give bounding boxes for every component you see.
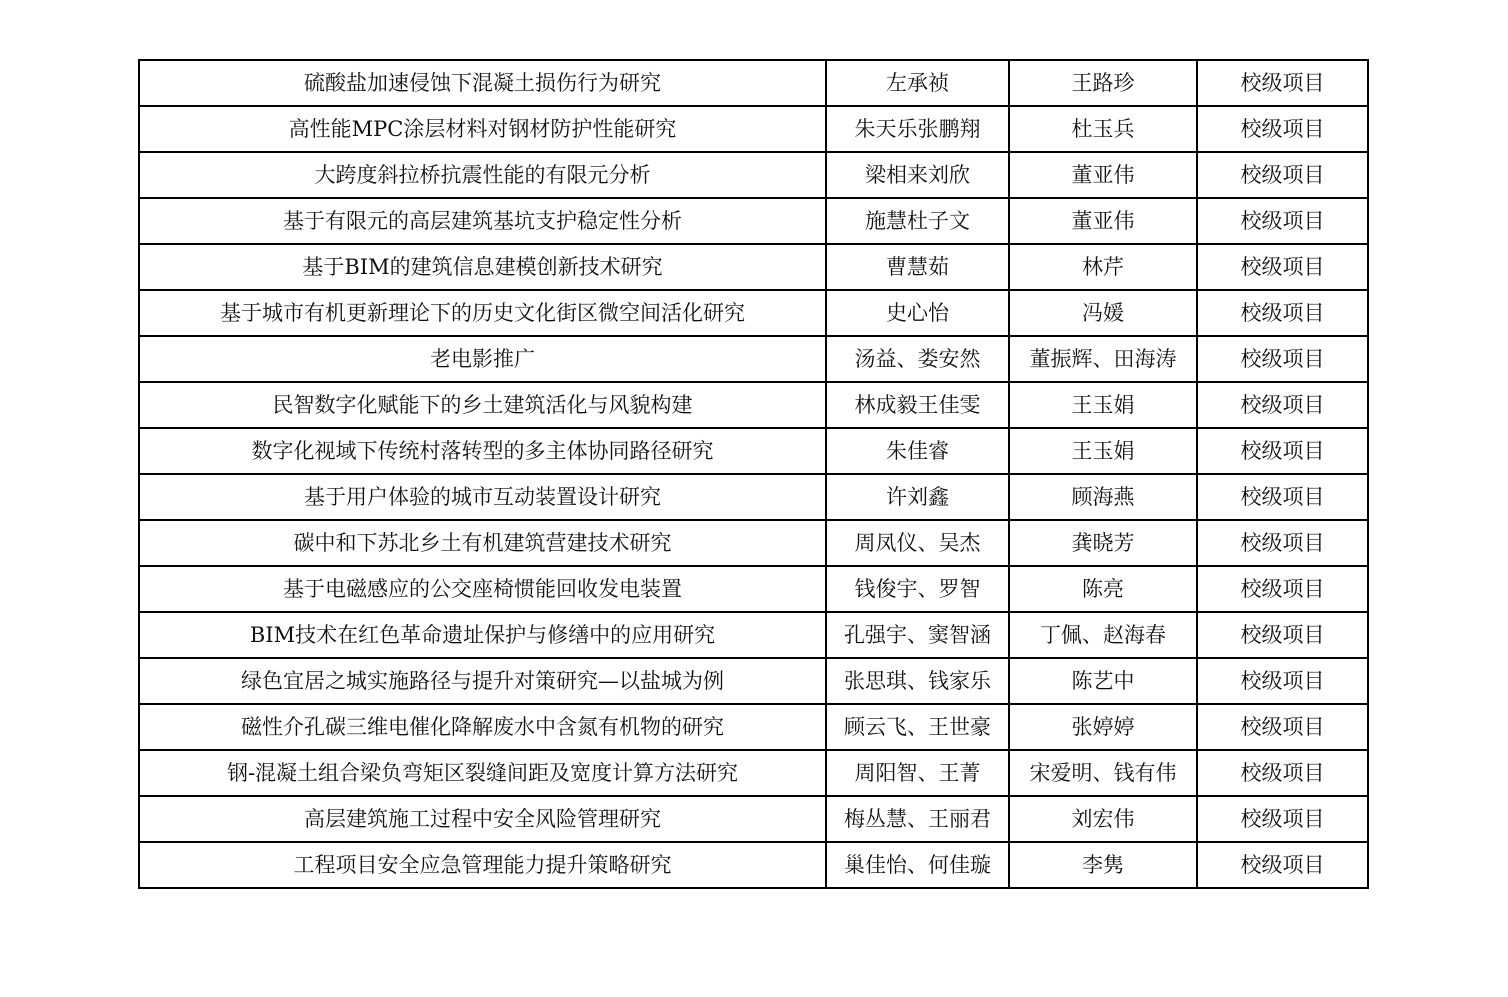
level-cell: 校级项目 [1197,658,1368,704]
project-title-cell: 老电影推广 [139,336,826,382]
project-title-cell: 基于用户体验的城市互动装置设计研究 [139,474,826,520]
project-title-cell: 民智数字化赋能下的乡土建筑活化与风貌构建 [139,382,826,428]
table-row [139,566,1368,612]
members-cell: 梁相来刘欣 [826,152,1009,198]
level-cell: 校级项目 [1197,520,1368,566]
table-row [139,244,1368,290]
project-title-cell: 基于城市有机更新理论下的历史文化街区微空间活化研究 [139,290,826,336]
project-title-cell: 大跨度斜拉桥抗震性能的有限元分析 [139,152,826,198]
members-cell: 周阳智、王菁 [826,750,1009,796]
level-cell: 校级项目 [1197,290,1368,336]
level-cell: 校级项目 [1197,60,1368,106]
level-cell: 校级项目 [1197,566,1368,612]
project-title-cell: BIM技术在红色革命遗址保护与修缮中的应用研究 [139,612,826,658]
level-cell: 校级项目 [1197,382,1368,428]
members-cell: 朱天乐张鹏翔 [826,106,1009,152]
project-title-cell: 磁性介孔碳三维电催化降解废水中含氮有机物的研究 [139,704,826,750]
members-cell: 顾云飞、王世豪 [826,704,1009,750]
table-row [139,60,1368,106]
advisor-cell: 陈艺中 [1009,658,1197,704]
advisor-cell: 林芹 [1009,244,1197,290]
advisor-cell: 丁佩、赵海春 [1009,612,1197,658]
advisor-cell: 陈亮 [1009,566,1197,612]
level-cell: 校级项目 [1197,244,1368,290]
advisor-cell: 王玉娟 [1009,428,1197,474]
project-title-cell: 基于电磁感应的公交座椅惯能回收发电装置 [139,566,826,612]
project-title-cell: 高性能MPC涂层材料对钢材防护性能研究 [139,106,826,152]
advisor-cell: 杜玉兵 [1009,106,1197,152]
project-table [138,59,1369,889]
advisor-cell: 王路珍 [1009,60,1197,106]
level-cell: 校级项目 [1197,842,1368,888]
members-cell: 许刘鑫 [826,474,1009,520]
advisor-cell: 刘宏伟 [1009,796,1197,842]
table-row [139,612,1368,658]
table-row [139,474,1368,520]
advisor-cell: 宋爱明、钱有伟 [1009,750,1197,796]
members-cell: 林成毅王佳雯 [826,382,1009,428]
advisor-cell: 顾海燕 [1009,474,1197,520]
table-row [139,428,1368,474]
table-row [139,520,1368,566]
project-title-cell: 碳中和下苏北乡土有机建筑营建技术研究 [139,520,826,566]
table-row [139,198,1368,244]
project-title-cell: 工程项目安全应急管理能力提升策略研究 [139,842,826,888]
project-title-cell: 钢-混凝土组合梁负弯矩区裂缝间距及宽度计算方法研究 [139,750,826,796]
table-row [139,106,1368,152]
document-page [138,59,1369,889]
table-row [139,152,1368,198]
table-row [139,750,1368,796]
advisor-cell: 董亚伟 [1009,198,1197,244]
advisor-cell: 龚晓芳 [1009,520,1197,566]
members-cell: 左承祯 [826,60,1009,106]
level-cell: 校级项目 [1197,750,1368,796]
advisor-cell: 董振辉、田海涛 [1009,336,1197,382]
level-cell: 校级项目 [1197,198,1368,244]
level-cell: 校级项目 [1197,336,1368,382]
members-cell: 汤益、娄安然 [826,336,1009,382]
table-row [139,290,1368,336]
level-cell: 校级项目 [1197,152,1368,198]
table-row [139,796,1368,842]
project-title-cell: 绿色宜居之城实施路径与提升对策研究—以盐城为例 [139,658,826,704]
advisor-cell: 张婷婷 [1009,704,1197,750]
members-cell: 梅丛慧、王丽君 [826,796,1009,842]
project-title-cell: 硫酸盐加速侵蚀下混凝土损伤行为研究 [139,60,826,106]
members-cell: 施慧杜子文 [826,198,1009,244]
table-row [139,842,1368,888]
level-cell: 校级项目 [1197,474,1368,520]
table-row [139,658,1368,704]
members-cell: 曹慧茹 [826,244,1009,290]
project-title-cell: 基于BIM的建筑信息建模创新技术研究 [139,244,826,290]
members-cell: 张思琪、钱家乐 [826,658,1009,704]
level-cell: 校级项目 [1197,612,1368,658]
project-title-cell: 数字化视域下传统村落转型的多主体协同路径研究 [139,428,826,474]
level-cell: 校级项目 [1197,796,1368,842]
members-cell: 周凤仪、吴杰 [826,520,1009,566]
project-title-cell: 基于有限元的高层建筑基坑支护稳定性分析 [139,198,826,244]
advisor-cell: 王玉娟 [1009,382,1197,428]
project-title-cell: 高层建筑施工过程中安全风险管理研究 [139,796,826,842]
table-row [139,704,1368,750]
members-cell: 朱佳睿 [826,428,1009,474]
advisor-cell: 董亚伟 [1009,152,1197,198]
level-cell: 校级项目 [1197,704,1368,750]
table-row [139,382,1368,428]
members-cell: 孔强宇、窦智涵 [826,612,1009,658]
level-cell: 校级项目 [1197,106,1368,152]
advisor-cell: 李隽 [1009,842,1197,888]
members-cell: 史心怡 [826,290,1009,336]
level-cell: 校级项目 [1197,428,1368,474]
table-row [139,336,1368,382]
advisor-cell: 冯媛 [1009,290,1197,336]
members-cell: 巢佳怡、何佳璇 [826,842,1009,888]
members-cell: 钱俊宇、罗智 [826,566,1009,612]
